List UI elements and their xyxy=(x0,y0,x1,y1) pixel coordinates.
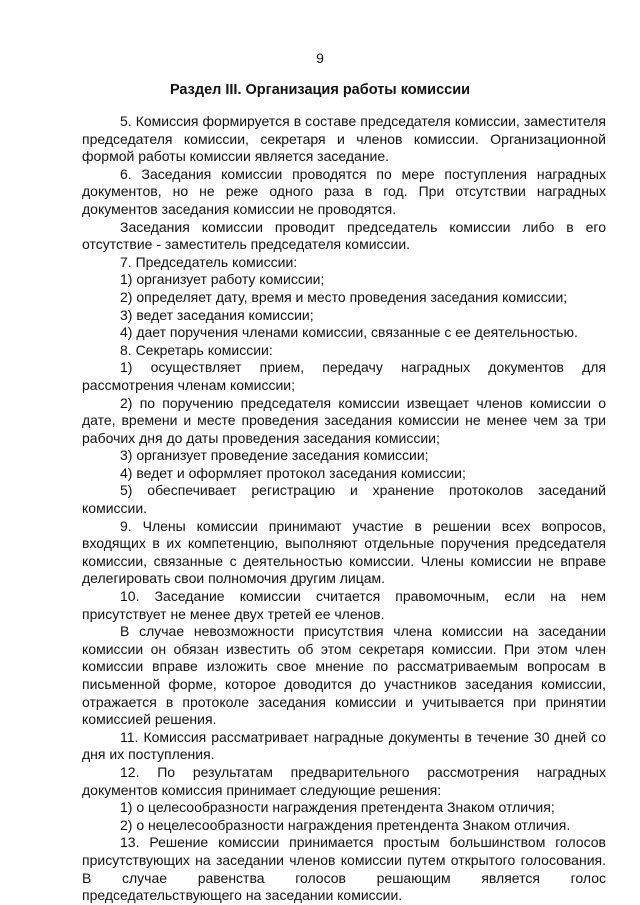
list-item-12-1: 1) о целесообразности награждения претендента Знаком отличия; xyxy=(120,799,555,816)
paragraph-11: 11. Комиссия рассматривает наградные документы в течение 30 дней со дня их поступления. xyxy=(82,728,606,763)
page-number: 9 xyxy=(316,50,324,66)
list-item-8-2: 2) по поручению председателя комиссии извещает членов комиссии о дате, времени и месте проведения заседания комиссии не менее чем за три рабочих дня до даты проведения заседания комиссии; xyxy=(82,394,606,446)
paragraph-6: 6. Заседания комиссии проводятся по мере поступления наградных документов, но не реже одного раза в год. При отсутствии наградных документов заседания комиссии не проводятся. xyxy=(82,165,606,217)
list-item-7-2: 2) определяет дату, время и место проведения заседания комиссии; xyxy=(120,288,568,305)
paragraph-6-continued: Заседания комиссии проводит председатель комиссии либо в его отсутствие - заместитель председателя комиссии. xyxy=(82,218,606,253)
list-item-8-5: 5) обеспечивает регистрацию и хранение протоколов заседаний комиссии. xyxy=(82,482,606,517)
paragraph-5: 5. Комиссия формируется в составе председателя комиссии, заместителя председателя комиссии, секретаря и членов комиссии. Организационной формой работы комиссии является заседание. xyxy=(82,113,606,165)
paragraph-9: 9. Члены комиссии принимают участие в решении всех вопросов, входящих в их компетенцию, выполняют отдельные поручения председателя комиссии, связанные с деятельностью комиссии. Члены комиссии не вправе делегировать свои полномочия другим лицам. xyxy=(82,517,606,587)
list-item-7-3: 3) ведет заседания комиссии; xyxy=(120,306,314,323)
paragraph-8-heading: 8. Секретарь комиссии: xyxy=(120,341,273,358)
section-title: Раздел III. Организация работы комиссии xyxy=(169,82,471,98)
list-item-7-1: 1) организует работу комиссии; xyxy=(120,271,325,288)
list-item-8-1: 1) осуществляет прием, передачу наградных документов для рассмотрения членам комиссии; xyxy=(82,359,606,393)
list-item-8-3: 3) организует проведение заседания комиссии; xyxy=(120,447,429,464)
list-item-8-4: 4) ведет и оформляет протокол заседания комиссии; xyxy=(120,464,466,481)
paragraph-10: 10. Заседание комиссии считается правомочным, если на нем присутствует не менее двух третей ее членов. xyxy=(82,588,606,622)
list-item-12-2: 2) о нецелесообразности награждения претендента Знаком отличия. xyxy=(120,816,571,833)
paragraph-10-continued: В случае невозможности присутствия члена комиссии на заседании комиссии он обязан известить об этом секретаря комиссии. При этом член комиссии вправе изложить свое мнение по рассматриваемым вопросам в письменной форме, которое доводится до участников заседания комиссии, отражается в протоколе заседания комиссии и учитывается при принятии комиссией решения. xyxy=(82,623,606,728)
document-body xyxy=(82,113,606,905)
list-item-7-4: 4) дает поручения членами комиссии, связанные с ее деятельностью. xyxy=(120,324,578,341)
paragraph-12: 12. По результатам предварительного рассмотрения наградных документов комиссия принимает следующие решения: xyxy=(82,763,606,798)
paragraph-13: 13. Решение комиссии принимается простым большинством голосов присутствующих на заседании членов комиссии путем открытого голосования. В случае равенства голосов решающим является голос председательствующего на заседании комиссии. xyxy=(82,834,606,904)
paragraph-7-heading: 7. Председатель комиссии: xyxy=(120,253,298,270)
